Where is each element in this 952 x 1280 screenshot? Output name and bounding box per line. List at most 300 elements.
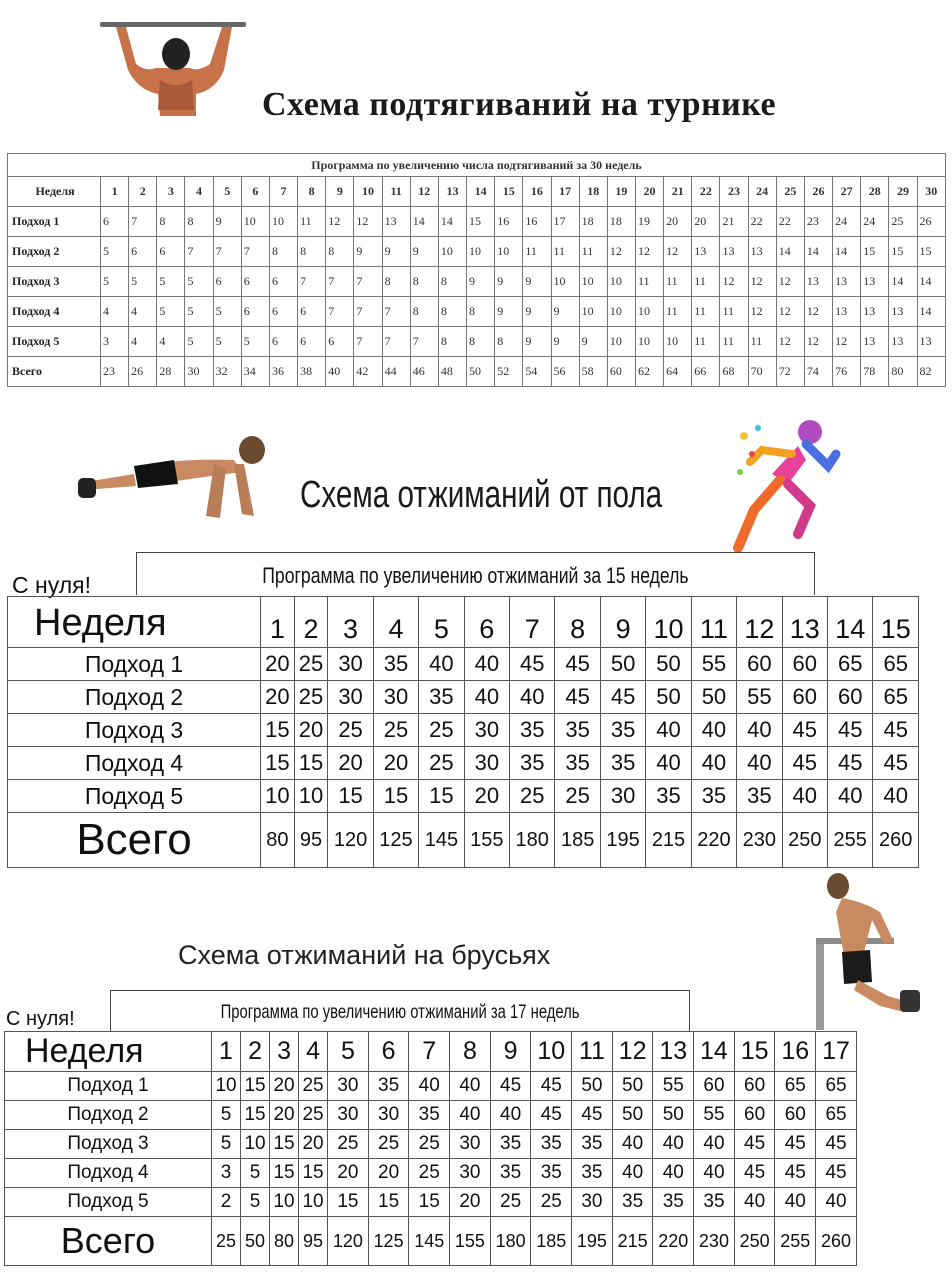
week-number: 7 [510,597,555,648]
week-number: 26 [804,177,832,207]
runner-image [732,414,846,554]
rep-count: 7 [382,297,410,327]
total-count: 76 [833,357,861,387]
rep-count: 11 [720,297,748,327]
pushups-table [7,596,919,868]
rep-count: 25 [328,714,373,747]
week-number: 8 [450,1032,491,1072]
rep-count: 30 [373,681,418,714]
rep-count: 40 [734,1188,775,1217]
week-number: 27 [833,177,861,207]
week-number: 11 [691,597,736,648]
total-count: 125 [373,813,418,868]
rep-count: 18 [607,207,635,237]
rep-count: 7 [354,327,382,357]
week-number: 1 [101,177,129,207]
rep-count: 65 [873,648,919,681]
week-number: 12 [612,1032,653,1072]
rep-count: 55 [653,1072,694,1101]
rep-count: 11 [635,267,663,297]
rep-count: 8 [157,207,185,237]
rep-count: 5 [185,327,213,357]
rep-count: 30 [572,1188,613,1217]
week-header-row [8,177,946,207]
rep-count: 12 [748,297,776,327]
week-number: 19 [607,177,635,207]
rep-count: 13 [861,327,889,357]
rep-count: 6 [298,297,326,327]
rep-count: 10 [467,237,495,267]
week-number: 12 [410,177,438,207]
rep-count: 5 [101,237,129,267]
rep-count: 9 [551,327,579,357]
rep-count: 45 [531,1072,572,1101]
rep-count: 15 [917,237,945,267]
rep-count: 7 [382,327,410,357]
rep-count: 13 [804,267,832,297]
rep-count: 8 [298,237,326,267]
rep-count: 21 [720,207,748,237]
rep-count: 25 [294,681,328,714]
rep-count: 40 [464,681,509,714]
rep-count: 65 [827,648,872,681]
rep-count: 6 [157,237,185,267]
rep-count: 12 [664,237,692,267]
table-row [8,207,946,237]
rep-count: 45 [816,1130,857,1159]
rep-count: 20 [464,780,509,813]
rep-count: 20 [664,207,692,237]
rep-count: 20 [373,747,418,780]
set-label: Подход 1 [5,1072,212,1101]
pullup-athlete-image [98,20,248,116]
pullups-title: Схема подтягиваний на турнике [262,86,777,123]
table-row [8,297,946,327]
week-number: 2 [294,597,328,648]
rep-count: 12 [833,327,861,357]
rep-count: 55 [694,1101,735,1130]
rep-count: 15 [419,780,464,813]
rep-count: 14 [410,207,438,237]
rep-count: 15 [294,747,328,780]
rep-count: 25 [299,1072,328,1101]
rep-count: 12 [804,327,832,357]
rep-count: 9 [495,267,523,297]
rep-count: 55 [691,648,736,681]
week-number: 3 [270,1032,299,1072]
rep-count: 25 [294,648,328,681]
rep-count: 15 [409,1188,450,1217]
rep-count: 10 [438,237,466,267]
rep-count: 45 [827,747,872,780]
total-label: Всего [5,1217,212,1266]
rep-count: 11 [551,237,579,267]
rep-count: 55 [737,681,782,714]
total-count: 32 [213,357,241,387]
week-number: 10 [531,1032,572,1072]
total-count: 230 [737,813,782,868]
rep-count: 6 [269,267,297,297]
week-number: 9 [490,1032,531,1072]
rep-count: 15 [467,207,495,237]
rep-count: 4 [157,327,185,357]
rep-count: 45 [873,747,919,780]
rep-count: 10 [664,327,692,357]
week-label: Неделя [8,597,261,648]
week-number: 22 [692,177,720,207]
rep-count: 9 [523,267,551,297]
rep-count: 65 [816,1101,857,1130]
rep-count: 15 [299,1159,328,1188]
week-number: 3 [157,177,185,207]
week-number: 16 [523,177,551,207]
rep-count: 40 [510,681,555,714]
rep-count: 40 [816,1188,857,1217]
rep-count: 40 [782,780,827,813]
set-label: Подход 3 [8,714,261,747]
rep-count: 45 [572,1101,613,1130]
rep-count: 14 [917,267,945,297]
rep-count: 7 [298,267,326,297]
rep-count: 60 [734,1101,775,1130]
rep-count: 5 [241,1188,270,1217]
rep-count: 4 [101,297,129,327]
total-count: 52 [495,357,523,387]
rep-count: 7 [129,207,157,237]
rep-count: 40 [694,1159,735,1188]
table-row [8,648,919,681]
table-row [8,747,919,780]
rep-count: 10 [241,1130,270,1159]
rep-count: 20 [299,1130,328,1159]
total-count: 58 [579,357,607,387]
caption-row [8,154,946,177]
rep-count: 15 [861,237,889,267]
rep-count: 12 [776,297,804,327]
total-count: 180 [510,813,555,868]
set-label: Подход 2 [5,1101,212,1130]
rep-count: 8 [382,267,410,297]
dips-table [4,1031,857,1266]
rep-count: 40 [653,1159,694,1188]
rep-count: 13 [833,297,861,327]
rep-count: 10 [607,327,635,357]
rep-count: 40 [409,1072,450,1101]
rep-count: 7 [241,237,269,267]
week-number: 13 [653,1032,694,1072]
week-number: 24 [748,177,776,207]
table-row [5,1072,857,1101]
week-number: 6 [368,1032,409,1072]
total-count: 95 [294,813,328,868]
rep-count: 11 [692,327,720,357]
rep-count: 2 [212,1188,241,1217]
week-number: 15 [734,1032,775,1072]
rep-count: 30 [328,681,373,714]
rep-count: 15 [241,1101,270,1130]
rep-count: 10 [294,780,328,813]
rep-count: 50 [646,648,691,681]
week-number: 17 [551,177,579,207]
week-number: 8 [555,597,600,648]
total-count: 78 [861,357,889,387]
rep-count: 11 [692,267,720,297]
week-number: 9 [600,597,645,648]
rep-count: 50 [612,1072,653,1101]
rep-count: 45 [782,714,827,747]
week-number: 21 [664,177,692,207]
rep-count: 3 [212,1159,241,1188]
dips-title: Схема отжиманий на брусьях [178,940,551,970]
week-number: 5 [328,1032,369,1072]
rep-count: 17 [551,207,579,237]
rep-count: 40 [694,1130,735,1159]
rep-count: 60 [827,681,872,714]
rep-count: 8 [495,327,523,357]
rep-count: 35 [646,780,691,813]
total-count: 255 [827,813,872,868]
rep-count: 40 [646,747,691,780]
set-label: Подход 5 [8,327,101,357]
rep-count: 6 [298,327,326,357]
rep-count: 40 [737,747,782,780]
rep-count: 8 [269,237,297,267]
total-count: 34 [241,357,269,387]
table-row [5,1130,857,1159]
rep-count: 20 [261,681,295,714]
rep-count: 30 [328,1072,369,1101]
rep-count: 45 [816,1159,857,1188]
total-count: 215 [646,813,691,868]
table-row [8,714,919,747]
rep-count: 7 [326,297,354,327]
rep-count: 35 [600,747,645,780]
rep-count: 50 [653,1101,694,1130]
rep-count: 5 [101,267,129,297]
rep-count: 10 [261,780,295,813]
rep-count: 10 [270,1188,299,1217]
rep-count: 45 [600,681,645,714]
total-count: 95 [299,1217,328,1266]
rep-count: 14 [438,207,466,237]
rep-count: 16 [523,207,551,237]
rep-count: 60 [694,1072,735,1101]
rep-count: 10 [551,267,579,297]
rep-count: 35 [691,780,736,813]
rep-count: 35 [572,1130,613,1159]
total-count: 42 [354,357,382,387]
rep-count: 45 [782,747,827,780]
rep-count: 35 [490,1159,531,1188]
week-number: 4 [185,177,213,207]
total-count: 66 [692,357,720,387]
week-header-row [5,1032,857,1072]
rep-count: 20 [294,714,328,747]
rep-count: 50 [600,648,645,681]
rep-count: 4 [129,297,157,327]
total-count: 80 [261,813,295,868]
rep-count: 40 [464,648,509,681]
rep-count: 5 [212,1101,241,1130]
rep-count: 5 [213,297,241,327]
rep-count: 5 [212,1130,241,1159]
rep-count: 11 [523,237,551,267]
week-number: 20 [635,177,663,207]
week-number: 9 [326,177,354,207]
week-label: Неделя [5,1032,212,1072]
rep-count: 45 [734,1130,775,1159]
rep-count: 8 [438,267,466,297]
rep-count: 50 [646,681,691,714]
week-number: 15 [873,597,919,648]
rep-count: 26 [917,207,945,237]
rep-count: 30 [450,1130,491,1159]
rep-count: 40 [612,1159,653,1188]
rep-count: 30 [328,648,373,681]
total-count: 195 [600,813,645,868]
rep-count: 40 [612,1130,653,1159]
total-count: 195 [572,1217,613,1266]
week-number: 2 [241,1032,270,1072]
table-row [8,237,946,267]
rep-count: 35 [490,1130,531,1159]
rep-count: 6 [213,267,241,297]
rep-count: 20 [270,1101,299,1130]
total-count: 70 [748,357,776,387]
rep-count: 35 [653,1188,694,1217]
total-count: 54 [523,357,551,387]
rep-count: 6 [269,297,297,327]
set-label: Подход 3 [8,267,101,297]
set-label: Подход 1 [8,648,261,681]
rep-count: 8 [410,297,438,327]
rep-count: 30 [328,1101,369,1130]
rep-count: 15 [889,237,917,267]
rep-count: 10 [241,207,269,237]
total-count: 40 [326,357,354,387]
rep-count: 5 [185,267,213,297]
rep-count: 13 [833,267,861,297]
week-number: 10 [354,177,382,207]
rep-count: 5 [241,327,269,357]
rep-count: 12 [354,207,382,237]
rep-count: 25 [409,1130,450,1159]
rep-count: 5 [157,267,185,297]
week-number: 23 [720,177,748,207]
total-count: 145 [409,1217,450,1266]
rep-count: 40 [775,1188,816,1217]
rep-count: 8 [438,297,466,327]
week-number: 1 [261,597,295,648]
total-count: 82 [917,357,945,387]
rep-count: 14 [804,237,832,267]
rep-count: 7 [326,267,354,297]
rep-count: 20 [261,648,295,681]
rep-count: 9 [551,297,579,327]
rep-count: 20 [692,207,720,237]
rep-count: 30 [450,1159,491,1188]
total-count: 155 [450,1217,491,1266]
week-label: Неделя [8,177,101,207]
rep-count: 60 [782,681,827,714]
rep-count: 8 [185,207,213,237]
rep-count: 14 [917,297,945,327]
rep-count: 13 [382,207,410,237]
total-count: 250 [734,1217,775,1266]
rep-count: 45 [775,1159,816,1188]
rep-count: 9 [579,327,607,357]
rep-count: 8 [467,327,495,357]
total-row [5,1217,857,1266]
rep-count: 12 [326,207,354,237]
rep-count: 12 [748,267,776,297]
dips-athlete-image [814,872,930,1030]
rep-count: 16 [495,207,523,237]
total-count: 80 [270,1217,299,1266]
rep-count: 6 [241,297,269,327]
rep-count: 9 [354,237,382,267]
week-number: 5 [213,177,241,207]
rep-count: 10 [579,297,607,327]
rep-count: 14 [776,237,804,267]
week-number: 13 [438,177,466,207]
rep-count: 6 [269,327,297,357]
total-count: 220 [691,813,736,868]
rep-count: 45 [531,1101,572,1130]
rep-count: 40 [450,1072,491,1101]
rep-count: 12 [607,237,635,267]
rep-count: 65 [816,1072,857,1101]
rep-count: 15 [328,780,373,813]
week-number: 7 [409,1032,450,1072]
table-row [8,327,946,357]
total-count: 62 [635,357,663,387]
total-count: 230 [694,1217,735,1266]
rep-count: 40 [653,1130,694,1159]
week-number: 11 [382,177,410,207]
rep-count: 20 [328,1159,369,1188]
rep-count: 35 [419,681,464,714]
rep-count: 10 [635,327,663,357]
rep-count: 15 [241,1072,270,1101]
rep-count: 12 [776,327,804,357]
rep-count: 5 [129,267,157,297]
week-number: 13 [782,597,827,648]
rep-count: 45 [775,1130,816,1159]
rep-count: 45 [490,1072,531,1101]
rep-count: 40 [490,1101,531,1130]
rep-count: 8 [410,267,438,297]
total-count: 28 [157,357,185,387]
rep-count: 10 [607,297,635,327]
set-label: Подход 2 [8,237,101,267]
rep-count: 35 [600,714,645,747]
rep-count: 7 [354,267,382,297]
table-row [5,1159,857,1188]
rep-count: 45 [555,681,600,714]
rep-count: 40 [873,780,919,813]
rep-count: 40 [691,714,736,747]
rep-count: 35 [612,1188,653,1217]
rep-count: 22 [776,207,804,237]
total-count: 120 [328,1217,369,1266]
dips-caption: Программа по увеличению отжиманий за 17 недель [110,990,690,1031]
rep-count: 9 [410,237,438,267]
week-number: 11 [572,1032,613,1072]
total-count: 50 [241,1217,270,1266]
week-number: 4 [373,597,418,648]
rep-count: 35 [531,1159,572,1188]
